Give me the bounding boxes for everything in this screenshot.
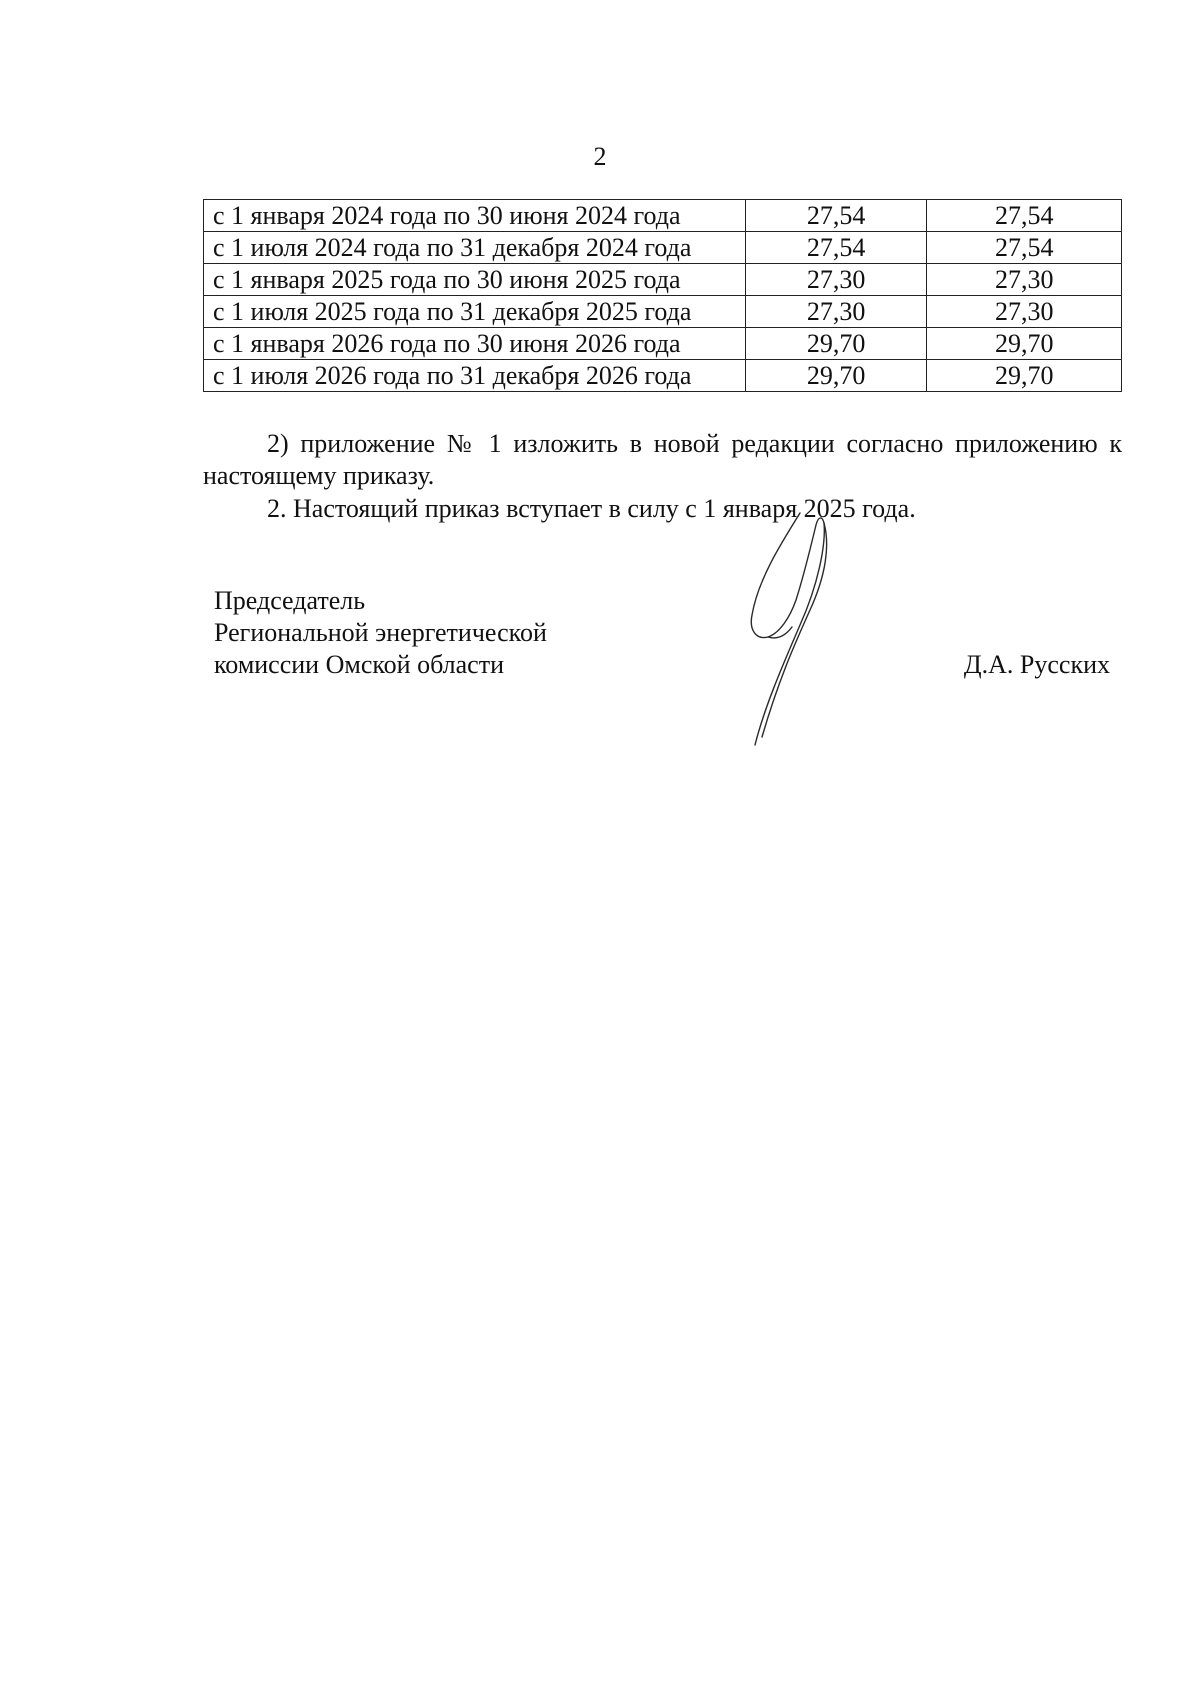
period-cell: с 1 июля 2024 года по 31 декабря 2024 года	[204, 232, 746, 264]
handwritten-signature-icon	[740, 505, 860, 755]
table-row	[204, 232, 1122, 264]
value-cell: 27,30	[745, 264, 927, 296]
table-row	[204, 264, 1122, 296]
value-cell: 27,30	[745, 296, 927, 328]
value-cell: 27,54	[745, 232, 927, 264]
table-row	[204, 328, 1122, 360]
tariff-table	[203, 199, 1122, 392]
value-cell: 29,70	[745, 328, 927, 360]
value-cell: 27,54	[927, 200, 1122, 232]
value-cell: 29,70	[927, 360, 1122, 392]
page-number: 2	[593, 142, 607, 171]
paragraph-clause-2: 2. Настоящий приказ вступает в силу с 1 января 2025 года.	[267, 494, 916, 523]
position-line: Председатель	[214, 586, 366, 615]
signatory-position	[214, 585, 547, 681]
table-row	[204, 200, 1122, 232]
value-cell: 27,30	[927, 264, 1122, 296]
period-cell: с 1 июля 2026 года по 31 декабря 2026 года	[204, 360, 746, 392]
position-line: комиссии Омской области	[214, 650, 504, 679]
period-cell: с 1 января 2025 года по 30 июня 2025 года	[204, 264, 746, 296]
period-cell: с 1 января 2024 года по 30 июня 2024 года	[204, 200, 746, 232]
value-cell: 29,70	[927, 328, 1122, 360]
period-cell: с 1 июля 2025 года по 31 декабря 2025 года	[204, 296, 746, 328]
value-cell: 29,70	[745, 360, 927, 392]
table-row	[204, 296, 1122, 328]
signer-name: Д.А. Русских	[963, 650, 1110, 679]
position-line: Региональной энергетической	[214, 618, 547, 647]
value-cell: 27,54	[745, 200, 927, 232]
value-cell: 27,30	[927, 296, 1122, 328]
period-cell: с 1 января 2026 года по 30 июня 2026 года	[204, 328, 746, 360]
paragraph-item-2: 2) приложение № 1 изложить в новой редакции согласно приложению к настоящему приказу.	[203, 429, 1122, 490]
table-row	[204, 360, 1122, 392]
value-cell: 27,54	[927, 232, 1122, 264]
